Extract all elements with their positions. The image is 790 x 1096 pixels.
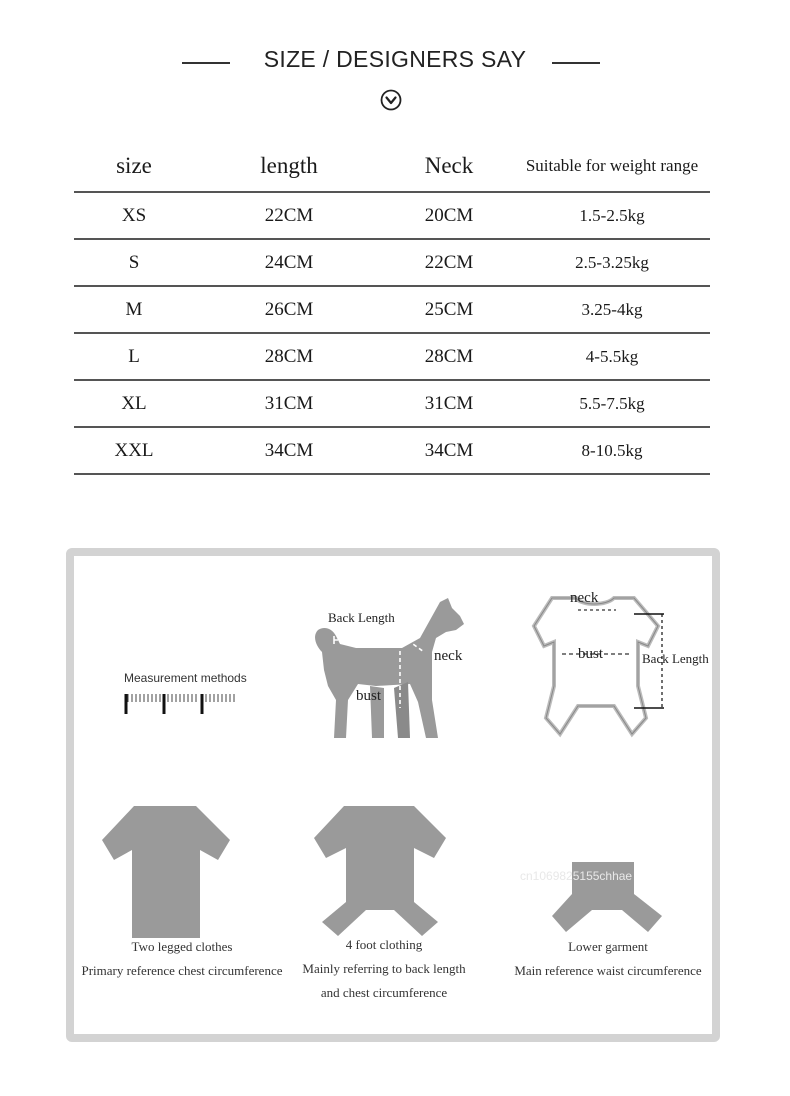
header-weight-range: Suitable for weight range	[525, 155, 699, 175]
table-row	[74, 334, 710, 381]
cell-length: 26CM	[264, 298, 314, 320]
garment-bust-label: bust	[578, 646, 604, 662]
chevron-down-icon	[380, 89, 402, 111]
cell-size: S	[128, 251, 140, 273]
dog-back-length-label: Back Length	[328, 610, 395, 625]
four-foot-title: 4 foot clothing	[345, 937, 423, 952]
cell-length: 31CM	[264, 392, 314, 414]
lower-garment-note: Main reference waist circumference	[514, 963, 702, 978]
table-row	[74, 240, 710, 287]
cell-size: L	[128, 345, 140, 367]
garment-neck-label: neck	[570, 590, 599, 606]
garment-outline	[522, 590, 672, 750]
cell-neck: 31CM	[424, 392, 474, 414]
size-table	[74, 140, 710, 475]
table-row	[74, 287, 710, 334]
cell-neck: 20CM	[424, 204, 474, 226]
four-foot-note-2: and chest circumference	[320, 985, 448, 1000]
two-legged-note: Primary reference chest circumference	[81, 963, 283, 978]
cell-neck: 25CM	[424, 298, 474, 320]
cell-weight: 3.25-4kg	[581, 299, 643, 319]
two-legged-title: Two legged clothes	[131, 939, 233, 954]
lower-garment-title: Lower garment	[568, 939, 648, 954]
cell-length: 24CM	[264, 251, 314, 273]
measurement-panel	[66, 548, 720, 1042]
cell-neck: 34CM	[424, 439, 474, 461]
four-foot-clothing-silhouette	[310, 798, 450, 938]
cell-neck: 22CM	[424, 251, 474, 273]
cell-neck: 28CM	[424, 345, 474, 367]
cell-length: 28CM	[264, 345, 314, 367]
cell-size: XL	[121, 392, 147, 414]
table-row	[74, 193, 710, 240]
table-row	[74, 381, 710, 428]
garment-back-length-label: Back Length	[642, 651, 709, 666]
four-foot-note-1: Mainly referring to back length	[302, 961, 466, 976]
dog-neck-label: neck	[434, 648, 463, 664]
ruler-icon	[124, 690, 244, 716]
table-row	[74, 428, 710, 475]
dog-bust-label: bust	[356, 688, 382, 704]
cell-length: 22CM	[264, 204, 314, 226]
cell-size: XXL	[114, 439, 154, 461]
header-length: length	[260, 152, 318, 178]
cell-weight: 4-5.5kg	[585, 346, 639, 366]
cell-weight: 1.5-2.5kg	[579, 205, 645, 225]
cell-weight: 5.5-7.5kg	[579, 393, 645, 413]
header-size: size	[116, 152, 152, 178]
cell-weight: 2.5-3.25kg	[575, 252, 649, 272]
cell-size: M	[125, 298, 143, 320]
page-title: SIZE / DESIGNERS SAY	[263, 46, 527, 72]
table-header	[74, 140, 710, 193]
cell-length: 34CM	[264, 439, 314, 461]
two-legged-clothes-silhouette	[98, 798, 234, 938]
header-neck: Neck	[424, 152, 474, 178]
header-right-rule	[552, 62, 600, 64]
cell-size: XS	[121, 204, 147, 226]
cell-weight: 8-10.5kg	[581, 440, 643, 460]
measurement-methods-title: Measurement methods	[124, 671, 247, 685]
watermark: cn1069825155chhae	[520, 869, 633, 883]
